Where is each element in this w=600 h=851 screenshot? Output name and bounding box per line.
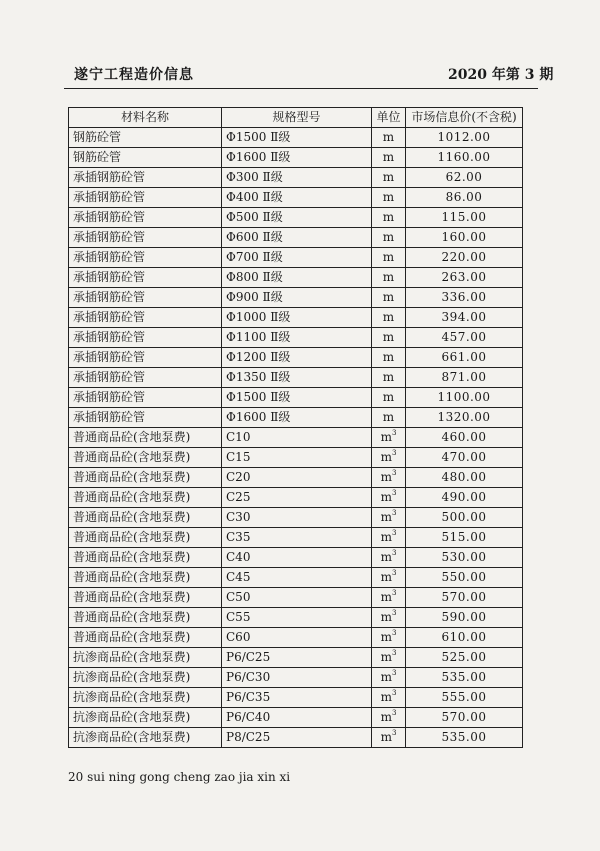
spec-cell: C45	[222, 568, 372, 588]
unit-cell	[372, 148, 406, 168]
table-row	[69, 208, 523, 228]
table-row	[69, 308, 523, 328]
unit-text: m	[380, 430, 392, 444]
page-number: 20	[68, 770, 84, 784]
spec-cell: Φ400 Ⅱ级	[222, 188, 372, 208]
material-name-cell: 承插钢筋砼管	[69, 208, 222, 228]
unit-text: m	[382, 150, 395, 164]
unit-text: m	[380, 730, 392, 744]
spec-cell: Φ1500 Ⅱ级	[222, 128, 372, 148]
spec-cell: C50	[222, 588, 372, 608]
spec-cell: C55	[222, 608, 372, 628]
table-body	[69, 128, 523, 748]
spec-cell: Φ1600 Ⅱ级	[222, 408, 372, 428]
spec-cell: C25	[222, 488, 372, 508]
unit-text: m	[382, 370, 395, 384]
unit-cell	[372, 468, 406, 488]
unit-cell	[372, 188, 406, 208]
unit-exponent: 3	[391, 689, 397, 697]
unit-exponent: 3	[391, 569, 397, 577]
price-cell: 530.00	[406, 548, 523, 568]
material-name-cell: 普通商品砼(含地泵费)	[69, 628, 222, 648]
material-name-cell: 承插钢筋砼管	[69, 408, 222, 428]
issue-label: 2020 年第 3 期	[448, 67, 554, 83]
unit-text: m	[380, 690, 392, 704]
material-name-cell: 承插钢筋砼管	[69, 188, 222, 208]
unit-text: m	[380, 570, 392, 584]
unit-cell	[372, 708, 406, 728]
table-row	[69, 648, 523, 668]
price-cell: 490.00	[406, 488, 523, 508]
column-header-material-name: 材料名称	[69, 108, 222, 128]
spec-cell: Φ1350 Ⅱ级	[222, 368, 372, 388]
unit-exponent: 3	[391, 669, 397, 677]
material-name-cell: 普通商品砼(含地泵费)	[69, 588, 222, 608]
material-name-cell: 钢筋砼管	[69, 148, 222, 168]
unit-cell	[372, 248, 406, 268]
price-cell: 525.00	[406, 648, 523, 668]
spec-cell: C35	[222, 528, 372, 548]
unit-cell	[372, 488, 406, 508]
price-cell: 394.00	[406, 308, 523, 328]
material-name-cell: 承插钢筋砼管	[69, 388, 222, 408]
table-row	[69, 328, 523, 348]
price-cell: 550.00	[406, 568, 523, 588]
spec-cell: Φ1200 Ⅱ级	[222, 348, 372, 368]
unit-exponent: 3	[391, 449, 397, 457]
unit-text: m	[380, 650, 392, 664]
price-cell: 160.00	[406, 228, 523, 248]
unit-text: m	[382, 250, 395, 264]
unit-text: m	[382, 230, 395, 244]
table-row	[69, 528, 523, 548]
spec-cell: Φ300 Ⅱ级	[222, 168, 372, 188]
price-cell: 1100.00	[406, 388, 523, 408]
spec-cell: C40	[222, 548, 372, 568]
unit-cell	[372, 448, 406, 468]
price-cell: 336.00	[406, 288, 523, 308]
price-cell: 115.00	[406, 208, 523, 228]
unit-cell	[372, 288, 406, 308]
price-cell: 470.00	[406, 448, 523, 468]
price-cell: 1320.00	[406, 408, 523, 428]
table-row	[69, 348, 523, 368]
spec-cell: C60	[222, 628, 372, 648]
unit-cell	[372, 128, 406, 148]
unit-text: m	[382, 410, 395, 424]
price-cell: 570.00	[406, 708, 523, 728]
spec-cell: Φ800 Ⅱ级	[222, 268, 372, 288]
unit-text: m	[380, 510, 392, 524]
unit-cell	[372, 688, 406, 708]
unit-cell	[372, 648, 406, 668]
table-row	[69, 688, 523, 708]
unit-text: m	[380, 490, 392, 504]
unit-exponent: 3	[391, 469, 397, 477]
table-row	[69, 468, 523, 488]
unit-exponent: 3	[391, 649, 397, 657]
material-name-cell: 承插钢筋砼管	[69, 248, 222, 268]
price-cell: 535.00	[406, 668, 523, 688]
table-row	[69, 448, 523, 468]
material-name-cell: 承插钢筋砼管	[69, 308, 222, 328]
material-name-cell: 承插钢筋砼管	[69, 228, 222, 248]
price-cell: 555.00	[406, 688, 523, 708]
unit-cell	[372, 168, 406, 188]
spec-cell: Φ600 Ⅱ级	[222, 228, 372, 248]
price-cell: 1160.00	[406, 148, 523, 168]
table-row	[69, 388, 523, 408]
unit-text: m	[382, 330, 395, 344]
spec-cell: C20	[222, 468, 372, 488]
column-header-spec: 规格型号	[222, 108, 372, 128]
unit-cell	[372, 268, 406, 288]
table-row	[69, 288, 523, 308]
price-cell: 480.00	[406, 468, 523, 488]
unit-exponent: 3	[391, 589, 397, 597]
unit-cell	[372, 668, 406, 688]
table-row	[69, 368, 523, 388]
unit-cell	[372, 388, 406, 408]
price-cell: 62.00	[406, 168, 523, 188]
material-name-cell: 承插钢筋砼管	[69, 348, 222, 368]
material-name-cell: 承插钢筋砼管	[69, 288, 222, 308]
price-cell: 500.00	[406, 508, 523, 528]
table-row	[69, 708, 523, 728]
price-cell: 570.00	[406, 588, 523, 608]
spec-cell: Φ500 Ⅱ级	[222, 208, 372, 228]
unit-cell	[372, 228, 406, 248]
table-row	[69, 588, 523, 608]
material-name-cell: 普通商品砼(含地泵费)	[69, 508, 222, 528]
table-row	[69, 248, 523, 268]
price-cell: 220.00	[406, 248, 523, 268]
unit-cell	[372, 728, 406, 748]
table-row	[69, 508, 523, 528]
unit-cell	[372, 608, 406, 628]
unit-cell	[372, 208, 406, 228]
material-name-cell: 钢筋砼管	[69, 128, 222, 148]
unit-text: m	[380, 530, 392, 544]
unit-text: m	[382, 130, 395, 144]
material-name-cell: 普通商品砼(含地泵费)	[69, 608, 222, 628]
unit-exponent: 3	[391, 729, 397, 737]
spec-cell: Φ1500 Ⅱ级	[222, 388, 372, 408]
table-row	[69, 428, 523, 448]
price-cell: 460.00	[406, 428, 523, 448]
unit-cell	[372, 408, 406, 428]
spec-cell: C10	[222, 428, 372, 448]
unit-text: m	[382, 290, 395, 304]
unit-exponent: 3	[391, 529, 397, 537]
spec-cell: Φ1600 Ⅱ级	[222, 148, 372, 168]
material-name-cell: 抗渗商品砼(含地泵费)	[69, 728, 222, 748]
table-row	[69, 168, 523, 188]
unit-text: m	[382, 170, 395, 184]
spec-cell: C30	[222, 508, 372, 528]
unit-text: m	[382, 270, 395, 284]
unit-text: m	[380, 610, 392, 624]
table-row	[69, 668, 523, 688]
footer-text: sui ning gong cheng zao jia xin xi	[87, 770, 291, 784]
material-name-cell: 抗渗商品砼(含地泵费)	[69, 668, 222, 688]
unit-text: m	[380, 470, 392, 484]
unit-text: m	[382, 350, 395, 364]
unit-text: m	[382, 390, 395, 404]
table-row	[69, 628, 523, 648]
spec-cell: C15	[222, 448, 372, 468]
material-name-cell: 抗渗商品砼(含地泵费)	[69, 648, 222, 668]
spec-cell: Φ1100 Ⅱ级	[222, 328, 372, 348]
unit-exponent: 3	[391, 709, 397, 717]
unit-text: m	[380, 710, 392, 724]
spec-cell: P6/C40	[222, 708, 372, 728]
spec-cell: Φ900 Ⅱ级	[222, 288, 372, 308]
price-cell: 515.00	[406, 528, 523, 548]
price-cell: 1012.00	[406, 128, 523, 148]
spec-cell: P8/C25	[222, 728, 372, 748]
price-cell: 535.00	[406, 728, 523, 748]
unit-cell	[372, 308, 406, 328]
table-row	[69, 728, 523, 748]
spec-cell: P6/C25	[222, 648, 372, 668]
spec-cell: Φ1000 Ⅱ级	[222, 308, 372, 328]
column-header-unit: 单位	[372, 108, 406, 128]
unit-text: m	[380, 450, 392, 464]
unit-exponent: 3	[391, 549, 397, 557]
price-cell: 610.00	[406, 628, 523, 648]
unit-cell	[372, 508, 406, 528]
unit-text: m	[380, 630, 392, 644]
table-row	[69, 548, 523, 568]
spec-cell: P6/C35	[222, 688, 372, 708]
unit-text: m	[382, 190, 395, 204]
table-header-row	[69, 108, 523, 128]
publication-title: 遂宁工程造价信息	[74, 67, 194, 83]
table-row	[69, 488, 523, 508]
unit-cell	[372, 368, 406, 388]
table-row	[69, 268, 523, 288]
table-row	[69, 228, 523, 248]
unit-cell	[372, 548, 406, 568]
table-row	[69, 608, 523, 628]
unit-text: m	[380, 550, 392, 564]
column-header-price: 市场信息价(不含税)	[406, 108, 523, 128]
unit-cell	[372, 328, 406, 348]
table-row	[69, 568, 523, 588]
unit-cell	[372, 568, 406, 588]
price-cell: 661.00	[406, 348, 523, 368]
price-cell: 590.00	[406, 608, 523, 628]
unit-text: m	[380, 590, 392, 604]
unit-exponent: 3	[391, 609, 397, 617]
table-row	[69, 128, 523, 148]
material-name-cell: 普通商品砼(含地泵费)	[69, 428, 222, 448]
unit-exponent: 3	[391, 509, 397, 517]
material-name-cell: 普通商品砼(含地泵费)	[69, 568, 222, 588]
table-row	[69, 408, 523, 428]
unit-cell	[372, 588, 406, 608]
material-name-cell: 普通商品砼(含地泵费)	[69, 488, 222, 508]
price-cell: 263.00	[406, 268, 523, 288]
unit-cell	[372, 348, 406, 368]
spec-cell: P6/C30	[222, 668, 372, 688]
unit-cell	[372, 628, 406, 648]
spec-cell: Φ700 Ⅱ级	[222, 248, 372, 268]
material-name-cell: 普通商品砼(含地泵费)	[69, 528, 222, 548]
material-name-cell: 承插钢筋砼管	[69, 268, 222, 288]
unit-text: m	[380, 670, 392, 684]
unit-text: m	[382, 310, 395, 324]
unit-cell	[372, 428, 406, 448]
price-cell: 457.00	[406, 328, 523, 348]
material-name-cell: 普通商品砼(含地泵费)	[69, 448, 222, 468]
unit-exponent: 3	[391, 429, 397, 437]
material-name-cell: 普通商品砼(含地泵费)	[69, 468, 222, 488]
unit-exponent: 3	[391, 489, 397, 497]
page-footer	[68, 770, 290, 784]
material-name-cell: 普通商品砼(含地泵费)	[69, 548, 222, 568]
material-name-cell: 承插钢筋砼管	[69, 368, 222, 388]
price-table	[68, 107, 523, 748]
material-name-cell: 抗渗商品砼(含地泵费)	[69, 708, 222, 728]
price-cell: 871.00	[406, 368, 523, 388]
material-name-cell: 承插钢筋砼管	[69, 168, 222, 188]
unit-cell	[372, 528, 406, 548]
table-row	[69, 188, 523, 208]
material-name-cell: 承插钢筋砼管	[69, 328, 222, 348]
header-divider	[64, 88, 538, 89]
unit-exponent: 3	[391, 629, 397, 637]
table-row	[69, 148, 523, 168]
price-cell: 86.00	[406, 188, 523, 208]
material-name-cell: 抗渗商品砼(含地泵费)	[69, 688, 222, 708]
unit-text: m	[382, 210, 395, 224]
